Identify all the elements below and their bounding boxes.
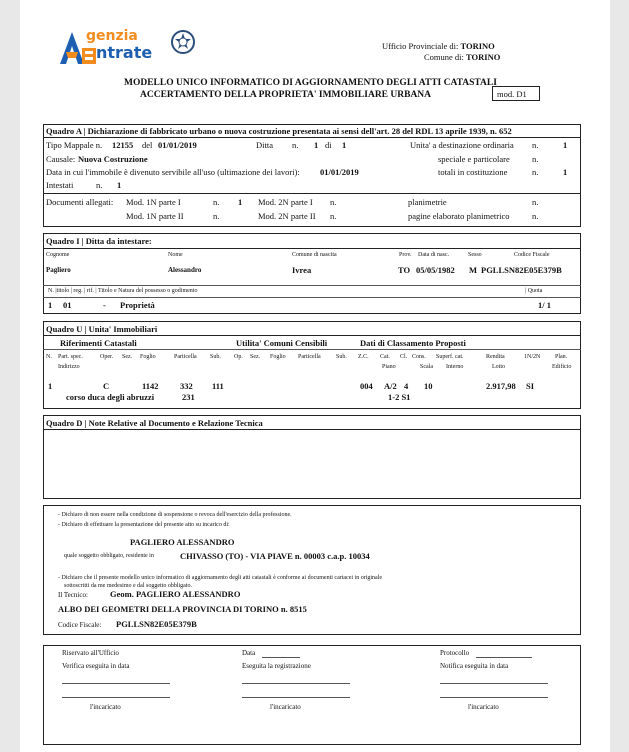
reserved-office-box: [43, 645, 581, 745]
tipo-mappale-value: 12155: [112, 140, 134, 150]
office-line: Ufficio Provinciale di: TORINO: [382, 41, 495, 51]
codice-fiscale-value: PGLLSN82E05E379B: [481, 265, 562, 275]
quadro-u-title: Quadro U | Unita' Immobiliari: [46, 324, 158, 334]
incaricato-3: l'incaricato: [468, 703, 499, 711]
albo-line: ALBO DEI GEOMETRI DELLA PROVINCIA DI TORINO n. 8515: [58, 604, 307, 614]
mod-code-box: mod. D1: [492, 86, 540, 101]
incaricato-1: l'incaricato: [90, 703, 121, 711]
document-title-2: ACCERTAMENTO DELLA PROPRIETA' IMMOBILIARE URBANA: [140, 90, 432, 100]
logo-word-top: genzia: [86, 28, 138, 44]
quadro-d-title: Quadro D | Note Relative al Documento e Relazione Tecnica: [46, 418, 263, 428]
logo-word-bottom: ntrate: [96, 43, 153, 62]
incaricato-2: l'incaricato: [270, 703, 301, 711]
nome-value: Alessandro: [168, 266, 202, 274]
comune-nascita-value: Ivrea: [292, 265, 312, 275]
document-title-1: MODELLO UNICO INFORMATICO DI AGGIORNAMENTO DEGLI ATTI CATASTALI: [124, 78, 497, 88]
comune-line: Comune di: TORINO: [424, 52, 501, 62]
incaricante-name: PAGLIERO ALESSANDRO: [130, 537, 235, 547]
emblem-icon: [170, 28, 196, 56]
cognome-value: Pagliero: [46, 266, 71, 274]
quadro-a-title: Quadro A | Dichiarazione di fabbricato urbano o nuova costruzione presentata ai sensi dell'art. 28 del RDL 13 aprile 1939, n. 652: [46, 126, 512, 136]
document-page: genzia ntrate Ufficio Provinciale di: TORINO Comune di: TORINO MODELLO UNICO INFORMATICO DI AGGIORNAMENTO DEGLI ATTI CATASTALI ACCERTAMENTO DELLA PROPRIETA' IMMOBILIARE URBANA mod. D1 Quadro A | Dichiarazione di fabbricato urbano o nuova costruzione presentata ai sensi dell'art. 28 del RDL 13 aprile 1939, n. 652 Tipo Mappale n. 12155 del 01/01/2019 Ditta n. 1 di 1 Causale: Nuova Costruzione Data in cui l'immobile è divenuto servibile all'uso (ultimazione dei lavori): 01/01/2019 Intestati n. 1 Unita' a destinazione ordinaria n. 1 speciale e particolare n. totali in costituzione n. 1 Documenti allegati: Mod. 1N parte I n. 1 Mod. 2N parte I n. planimetrie n. Mod. 1N parte II n. Mod. 2N parte II n. pagine elaborato planimetrico n. Quadro I | Ditta da intestare: Cognome Nome Comune di nascita Prov. Data di nasc. Sesso Codice Fiscale Pagliero Alessandro Ivrea TO 05/05/1982 M PGLLSN82E05E379B N. |titolo | reg. | rif. | Titolo e Natura del possesso o godimento | Quota 1 01 - Proprietà 1/ 1 Quadro U | Unita' Immobiliari Riferimenti Catastali Utilita' Comuni Censibili Dati di Classamento Proposti N. Part. spec. Oper. Sez. Foglio Particella Sub. Op. Sez. Foglio Particella Sub. Z.C. Cat. Cl. Cons. Superf. cat. Rendita 1N/2N Plan. Indirizzo Piano Scala Interno Lotto Edificio 1 C 1142 332 111 004 A/2 4 10 2.917,98 SI corso duca degli abruzzi 231 1-2 S1 Quadro D | Note Relative al Documento e Relazione Tecnica - Dichiaro di non essere nella condizione di sospensione o revoca dell'esercizio della professione. - Dichiaro di effettuare la presentazione del presente atto su incarico di: PAGLIERO ALESSANDRO quale soggetto obbligato, residente in CHIVASSO (TO) - VIA PIAVE n. 00003 c.a.p. 10034 - Dichiaro che il presente modello unico informatico di aggiornamento degli atti catastali è conforme ai documenti cartacei in originale sottoscritti da me medesimo e dal soggetto obbligato. Il Tecnico: Geom. PAGLIERO ALESSANDRO ALBO DEI GEOMETRI DELLA PROVINCIA DI TORINO n. 8515 Codice Fiscale: PGLLSN82E05E379B Riservato all'Ufficio Verifica eseguita in data Data Eseguita la registrazione Protocollo Notifica eseguita in data l'incaricato l'incaricato l'incaricato: [20, 0, 610, 752]
agenzia-entrate-logo: [58, 26, 198, 66]
quadro-i-title: Quadro I | Ditta da intestare:: [46, 236, 152, 246]
